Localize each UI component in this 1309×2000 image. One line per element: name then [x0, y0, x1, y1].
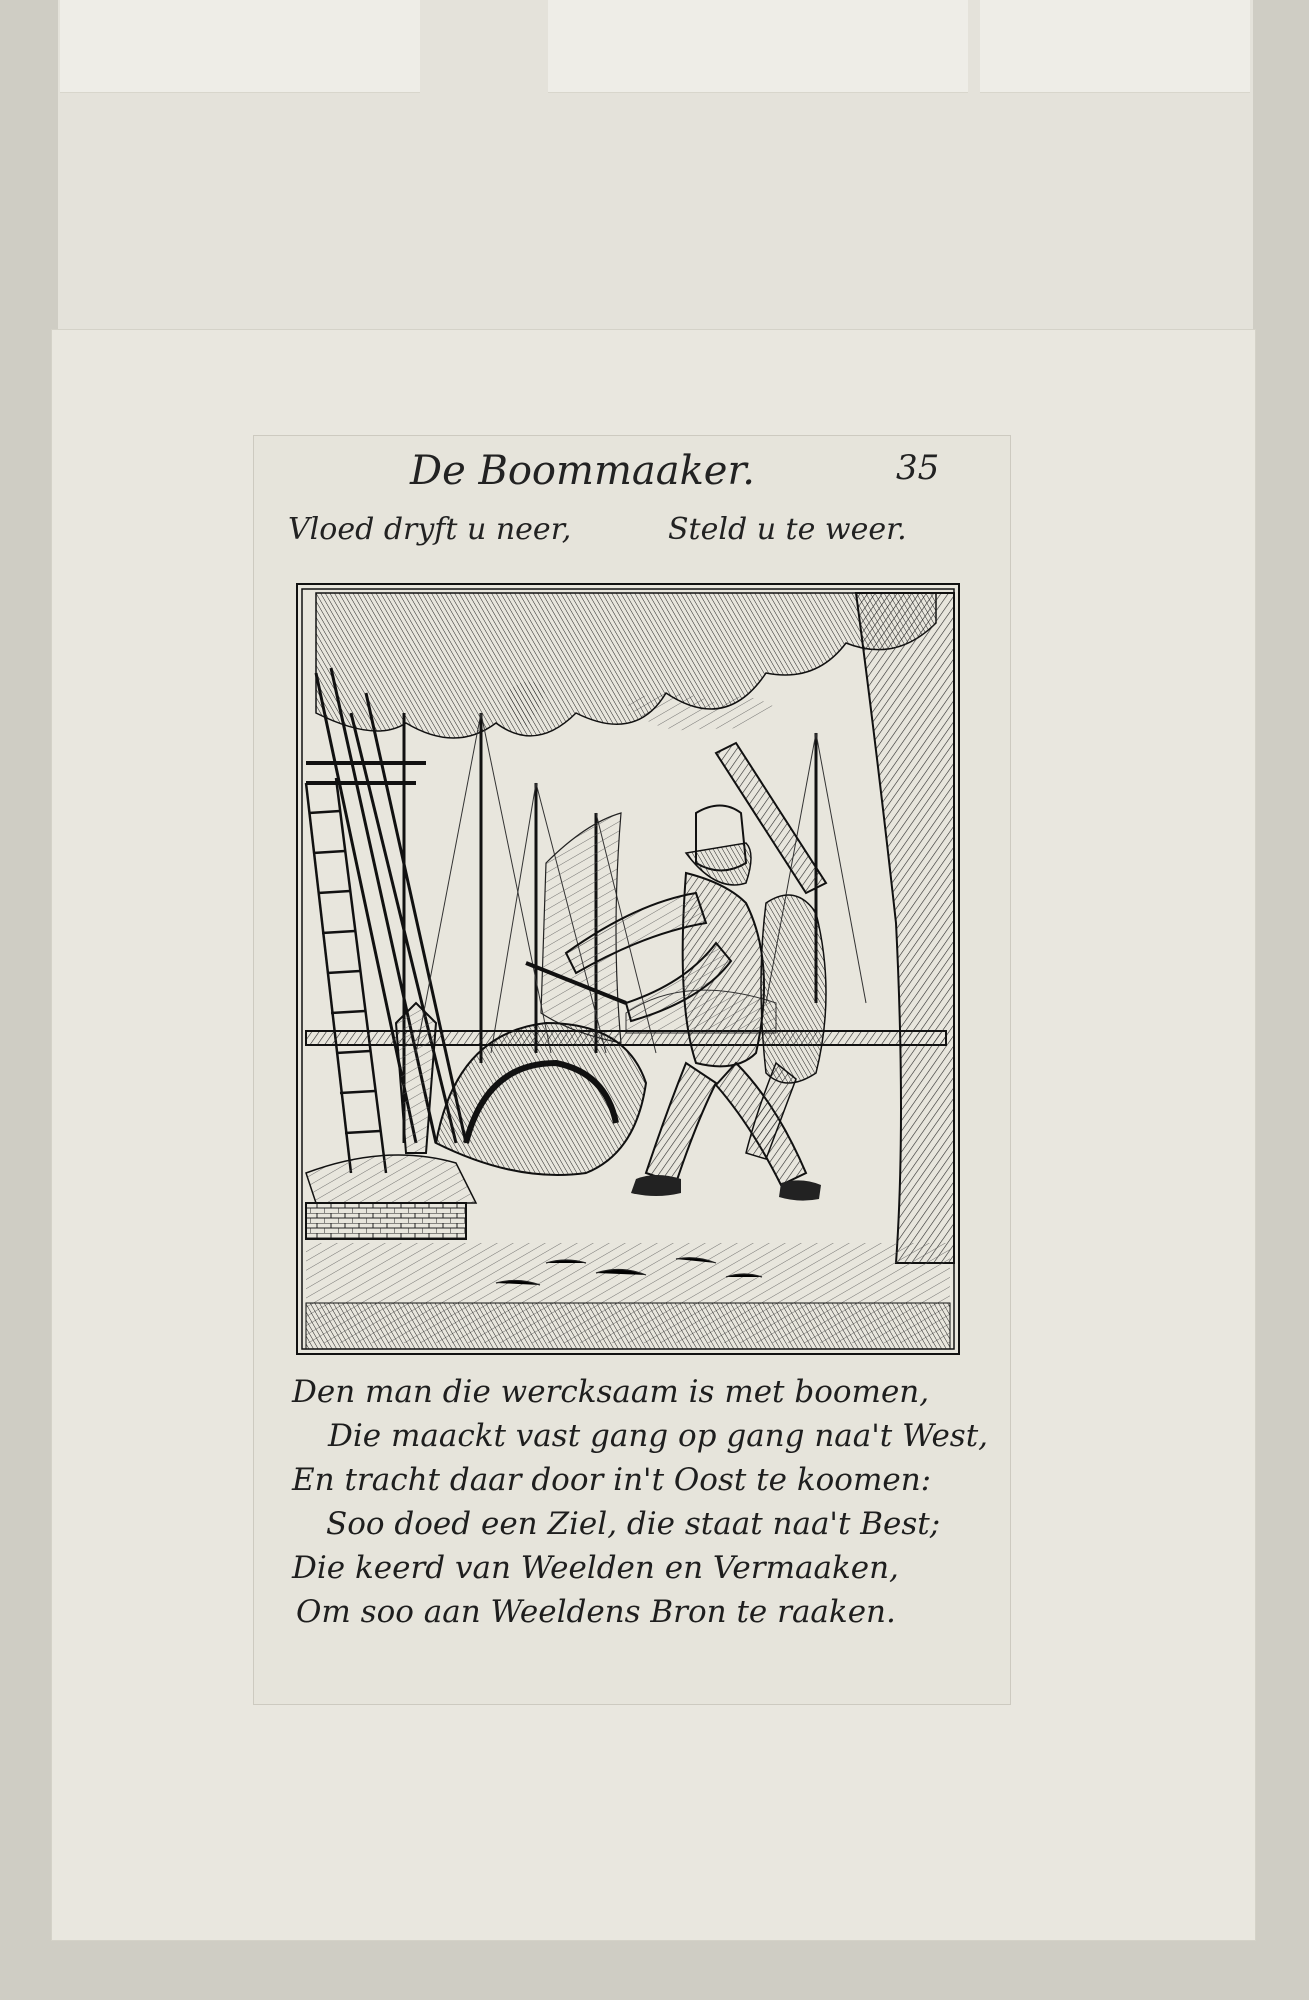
hinge-tape-right: [980, 0, 1250, 93]
motto-left: Vloed dryft u neer,: [288, 512, 572, 547]
print-title: De Boommaaker.: [410, 448, 755, 494]
motto-right: Steld u te weer.: [668, 512, 907, 547]
hinge-tape-left: [60, 0, 420, 93]
verse-line: Soo doed een Ziel, die staat naa't Best;: [326, 1506, 941, 1542]
verse-block: [292, 1370, 1012, 1634]
verse-line: Die keerd van Weelden en Vermaaken,: [292, 1550, 899, 1586]
brick-block: [306, 1203, 466, 1239]
plate-number: 35: [896, 448, 940, 488]
verse-line: Die maackt vast gang op gang naa't West,: [328, 1418, 989, 1454]
verse-line: En tracht daar door in't Oost te koomen:: [292, 1462, 932, 1498]
verse-line: Om soo aan Weeldens Bron te raaken.: [296, 1594, 896, 1630]
engraving-image: [296, 583, 960, 1355]
hinge-tape-center: [548, 0, 968, 93]
verse-line: Den man die wercksaam is met boomen,: [292, 1374, 930, 1410]
foreground-shadow: [306, 1303, 950, 1349]
